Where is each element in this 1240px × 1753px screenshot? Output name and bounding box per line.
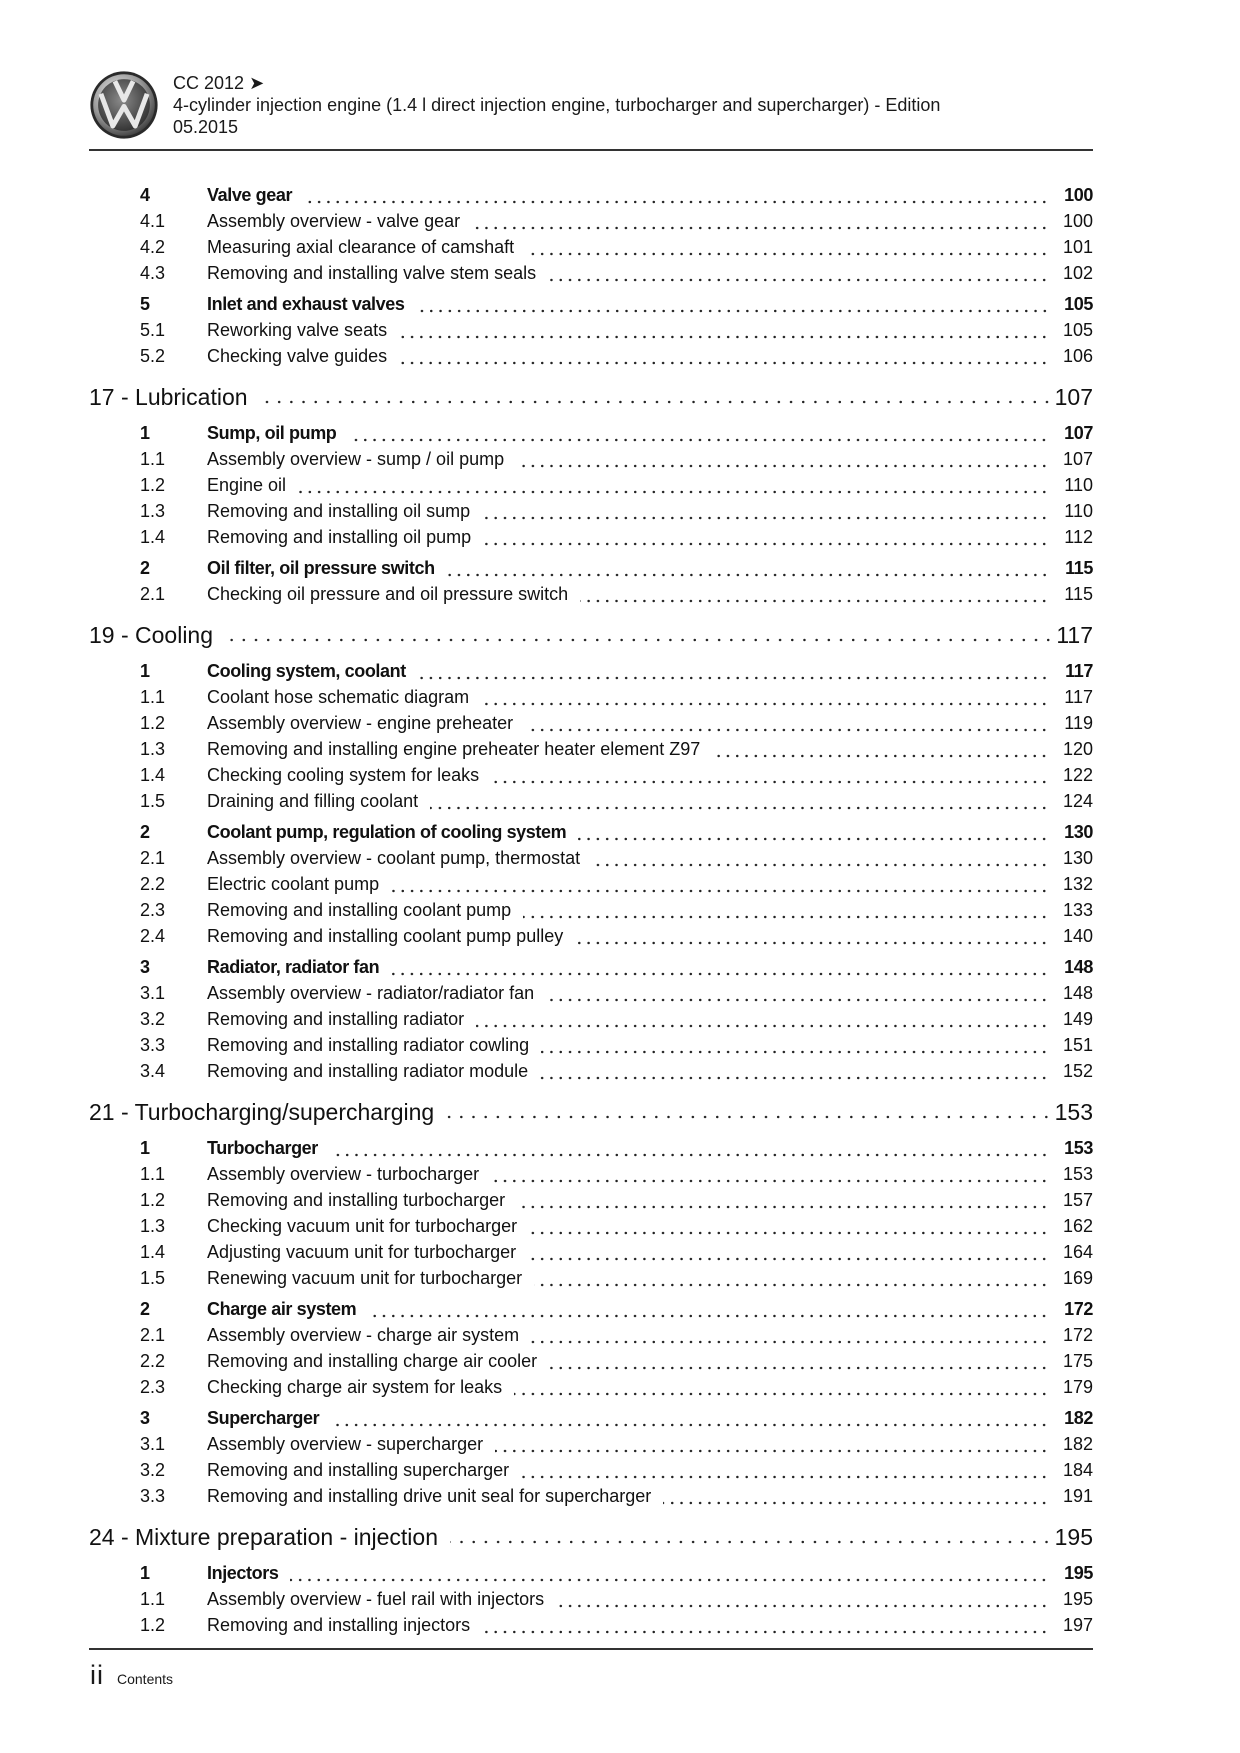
dot-leader xyxy=(368,1312,1049,1320)
toc-entry-page: 182 xyxy=(1062,1434,1093,1454)
dot-leader xyxy=(476,1022,1049,1030)
toc-entry-title: Sump, oil pump xyxy=(207,423,337,443)
toc-subsection[interactable] xyxy=(89,475,1093,501)
toc-entry-title: Removing and installing injectors xyxy=(207,1615,471,1635)
toc-entry-page: 148 xyxy=(1064,957,1093,977)
dot-leader xyxy=(529,1229,1049,1237)
toc-subsection[interactable] xyxy=(89,1061,1093,1087)
toc-entry-title: Radiator, radiator fan xyxy=(207,957,380,977)
toc-entry-number: 3.3 xyxy=(140,1486,166,1506)
toc-entry-title: Removing and installing coolant pump pulley xyxy=(207,926,564,946)
toc-entry-page: 117 xyxy=(1064,687,1093,707)
toc-entry-page: 122 xyxy=(1062,765,1093,785)
dot-leader xyxy=(472,224,1049,232)
toc-entry-title: Assembly overview - valve gear xyxy=(207,211,461,231)
toc-entry-number: 1.4 xyxy=(140,527,166,547)
toc-subsection[interactable] xyxy=(89,1216,1093,1242)
page-footer xyxy=(90,1660,173,1691)
toc-entry-title: Injectors xyxy=(207,1563,279,1583)
toc-entry-title: Assembly overview - engine preheater xyxy=(207,713,514,733)
toc-entry-number: 3.2 xyxy=(140,1009,166,1029)
toc-entry-page: 100 xyxy=(1062,211,1093,231)
toc-entry-number: 2 xyxy=(140,822,150,842)
dot-leader xyxy=(417,307,1050,315)
toc-entry-page: 110 xyxy=(1064,475,1093,495)
toc-entry-title: Removing and installing radiator cowling xyxy=(207,1035,530,1055)
toc-entry-page: 132 xyxy=(1062,874,1093,894)
toc-entry-page: 133 xyxy=(1062,900,1093,920)
toc-entry-page: 172 xyxy=(1062,1325,1093,1345)
toc-entry-number: 1.4 xyxy=(140,1242,166,1262)
toc-entry-page: 191 xyxy=(1062,1486,1093,1506)
toc-entry-number: 1.2 xyxy=(140,1615,166,1635)
toc-entry-title: Checking oil pressure and oil pressure switch xyxy=(207,584,569,604)
toc-entry-title: Coolant pump, regulation of cooling system xyxy=(207,822,567,842)
dot-leader xyxy=(531,1338,1049,1346)
toc-entry-number: 1.1 xyxy=(140,449,166,469)
dot-leader xyxy=(540,1074,1049,1082)
toc-entry-title: Removing and installing engine preheater heater element Z97 xyxy=(207,739,701,759)
toc-entry-page: 119 xyxy=(1064,713,1093,733)
toc-section[interactable] xyxy=(89,1299,1093,1325)
toc-entry-number: 3.1 xyxy=(140,1434,166,1454)
toc-entry-number: 2.3 xyxy=(140,1377,166,1397)
toc-subsection[interactable] xyxy=(89,791,1093,817)
toc-entry-title: Removing and installing valve stem seals xyxy=(207,263,537,283)
toc-entry-title: Turbocharger xyxy=(207,1138,318,1158)
arrow-icon: ➤ xyxy=(249,73,265,93)
dot-leader xyxy=(399,333,1049,341)
toc-entry-number: 5 xyxy=(140,294,150,314)
toc-section[interactable] xyxy=(89,294,1093,320)
toc-subsection[interactable] xyxy=(89,1486,1093,1512)
dot-leader xyxy=(260,398,1053,406)
toc-entry-page: 130 xyxy=(1064,822,1093,842)
document-title xyxy=(173,72,940,138)
toc-entry-number: 1.3 xyxy=(140,739,166,759)
toc-entry-page: 102 xyxy=(1062,263,1093,283)
toc-chapter[interactable] xyxy=(89,614,1093,656)
toc-entry-page: 153 xyxy=(1064,1138,1093,1158)
table-of-contents xyxy=(89,180,1093,1641)
dot-leader xyxy=(517,1203,1049,1211)
dot-leader xyxy=(450,1538,1053,1546)
toc-entry-number: 2 xyxy=(140,558,150,578)
header-divider xyxy=(89,149,1093,151)
dot-leader xyxy=(523,913,1049,921)
toc-entry-title: Renewing vacuum unit for turbocharger xyxy=(207,1268,523,1288)
toc-entry-title: Assembly overview - fuel rail with injectors xyxy=(207,1589,545,1609)
toc-entry-title: Supercharger xyxy=(207,1408,320,1428)
toc-entry-number: 4.1 xyxy=(140,211,166,231)
toc-section[interactable] xyxy=(89,558,1093,584)
dot-leader xyxy=(290,1576,1049,1584)
toc-entry-title: Valve gear xyxy=(207,185,293,205)
toc-subsection[interactable] xyxy=(89,263,1093,289)
toc-entry-page: 153 xyxy=(1054,1098,1093,1125)
toc-subsection[interactable] xyxy=(89,1268,1093,1294)
toc-entry-number: 1.2 xyxy=(140,1190,166,1210)
toc-entry-title: Removing and installing drive unit seal for supercharger xyxy=(207,1486,652,1506)
dot-leader xyxy=(225,636,1054,644)
dot-leader xyxy=(482,1628,1049,1636)
toc-section[interactable] xyxy=(89,957,1093,983)
toc-entry-title: Assembly overview - radiator/radiator fan xyxy=(207,983,535,1003)
toc-subsection[interactable] xyxy=(89,584,1093,610)
toc-section[interactable] xyxy=(89,423,1093,449)
toc-subsection[interactable] xyxy=(89,346,1093,372)
toc-subsection[interactable] xyxy=(89,1377,1093,1403)
toc-subsection[interactable] xyxy=(89,1589,1093,1615)
toc-entry-title: Oil filter, oil pressure switch xyxy=(207,558,435,578)
toc-section[interactable] xyxy=(89,185,1093,211)
page-header xyxy=(89,70,1093,150)
dot-leader xyxy=(526,250,1049,258)
toc-section[interactable] xyxy=(89,1563,1093,1589)
toc-entry-title: 19 - Cooling xyxy=(89,621,214,648)
toc-entry-page: 152 xyxy=(1062,1061,1093,1081)
toc-subsection[interactable] xyxy=(89,739,1093,765)
toc-entry-page: 124 xyxy=(1062,791,1093,811)
dot-leader xyxy=(447,571,1049,579)
toc-entry-title: Coolant hose schematic diagram xyxy=(207,687,470,707)
toc-subsection[interactable] xyxy=(89,687,1093,713)
toc-entry-number: 3.3 xyxy=(140,1035,166,1055)
toc-subsection[interactable] xyxy=(89,1242,1093,1268)
toc-entry-page: 120 xyxy=(1062,739,1093,759)
toc-entry-page: 151 xyxy=(1062,1035,1093,1055)
toc-entry-page: 169 xyxy=(1062,1268,1093,1288)
toc-subsection[interactable] xyxy=(89,1351,1093,1377)
toc-entry-title: Assembly overview - turbocharger xyxy=(207,1164,480,1184)
dot-leader xyxy=(548,276,1049,284)
toc-section[interactable] xyxy=(89,1138,1093,1164)
toc-entry-page: 105 xyxy=(1064,294,1093,314)
toc-entry-page: 107 xyxy=(1064,423,1093,443)
toc-subsection[interactable] xyxy=(89,211,1093,237)
toc-entry-number: 1.3 xyxy=(140,501,166,521)
toc-entry-page: 164 xyxy=(1062,1242,1093,1262)
dot-leader xyxy=(592,861,1049,869)
toc-entry-page: 172 xyxy=(1064,1299,1093,1319)
toc-entry-title: Assembly overview - charge air system xyxy=(207,1325,520,1345)
dot-leader xyxy=(418,674,1049,682)
toc-subsection[interactable] xyxy=(89,874,1093,900)
toc-chapter[interactable] xyxy=(89,376,1093,418)
toc-entry-title: Charge air system xyxy=(207,1299,357,1319)
page-number: ii xyxy=(90,1660,104,1690)
toc-entry-number: 3.4 xyxy=(140,1061,166,1081)
dot-leader xyxy=(521,1473,1049,1481)
toc-entry-page: 157 xyxy=(1062,1190,1093,1210)
toc-entry-number: 5.2 xyxy=(140,346,166,366)
toc-entry-title: Cooling system, coolant xyxy=(207,661,406,681)
dot-leader xyxy=(549,1364,1049,1372)
toc-entry-title: Removing and installing supercharger xyxy=(207,1460,510,1480)
toc-entry-number: 2.1 xyxy=(140,584,166,604)
toc-section[interactable] xyxy=(89,661,1093,687)
toc-entry-page: 107 xyxy=(1054,383,1093,410)
toc-entry-number: 1.3 xyxy=(140,1216,166,1236)
toc-section[interactable] xyxy=(89,822,1093,848)
toc-subsection[interactable] xyxy=(89,501,1093,527)
toc-entry-title: 24 - Mixture preparation - injection xyxy=(89,1523,438,1550)
toc-subsection[interactable] xyxy=(89,1009,1093,1035)
toc-entry-title: Checking charge air system for leaks xyxy=(207,1377,503,1397)
toc-entry-page: 105 xyxy=(1062,320,1093,340)
toc-entry-title: 17 - Lubrication xyxy=(89,383,248,410)
toc-entry-page: 100 xyxy=(1064,185,1093,205)
toc-subsection[interactable] xyxy=(89,713,1093,739)
toc-entry-page: 184 xyxy=(1062,1460,1093,1480)
dot-leader xyxy=(446,1113,1052,1121)
dot-leader xyxy=(391,887,1049,895)
toc-subsection[interactable] xyxy=(89,1164,1093,1190)
toc-entry-number: 2 xyxy=(140,1299,150,1319)
toc-subsection[interactable] xyxy=(89,1434,1093,1460)
dot-leader xyxy=(482,514,1049,522)
dot-leader xyxy=(712,752,1049,760)
toc-entry-number: 1.5 xyxy=(140,791,166,811)
toc-entry-number: 2.3 xyxy=(140,900,166,920)
toc-entry-title: Assembly overview - sump / oil pump xyxy=(207,449,505,469)
dot-leader xyxy=(556,1602,1049,1610)
toc-entry-number: 5.1 xyxy=(140,320,166,340)
toc-entry-title: Adjusting vacuum unit for turbocharger xyxy=(207,1242,517,1262)
dot-leader xyxy=(330,1151,1049,1159)
toc-entry-title: Removing and installing coolant pump xyxy=(207,900,512,920)
dot-leader xyxy=(541,1048,1049,1056)
toc-subsection[interactable] xyxy=(89,765,1093,791)
toc-entry-page: 195 xyxy=(1064,1563,1093,1583)
toc-entry-number: 4 xyxy=(140,185,150,205)
toc-entry-page: 162 xyxy=(1062,1216,1093,1236)
toc-entry-page: 110 xyxy=(1064,501,1093,521)
dot-leader xyxy=(481,700,1049,708)
dot-leader xyxy=(495,1447,1049,1455)
toc-entry-number: 1.1 xyxy=(140,1589,166,1609)
toc-entry-number: 3 xyxy=(140,1408,150,1428)
dot-leader xyxy=(534,1281,1049,1289)
toc-entry-page: 101 xyxy=(1062,237,1093,257)
toc-entry-number: 1.5 xyxy=(140,1268,166,1288)
vw-logo-icon xyxy=(89,70,159,140)
toc-subsection[interactable] xyxy=(89,449,1093,475)
toc-entry-title: Checking vacuum unit for turbocharger xyxy=(207,1216,518,1236)
toc-subsection[interactable] xyxy=(89,320,1093,346)
toc-entry-page: 117 xyxy=(1065,661,1093,681)
toc-subsection[interactable] xyxy=(89,1190,1093,1216)
dot-leader xyxy=(516,462,1049,470)
toc-entry-title: Inlet and exhaust valves xyxy=(207,294,405,314)
toc-entry-page: 197 xyxy=(1062,1615,1093,1635)
toc-entry-page: 106 xyxy=(1062,346,1093,366)
footer-divider xyxy=(89,1648,1093,1650)
dot-leader xyxy=(391,970,1049,978)
toc-entry-title: Measuring axial clearance of camshaft xyxy=(207,237,515,257)
toc-subsection[interactable] xyxy=(89,237,1093,263)
toc-subsection[interactable] xyxy=(89,983,1093,1009)
toc-entry-title: Assembly overview - coolant pump, thermostat xyxy=(207,848,581,868)
toc-entry-number: 1.2 xyxy=(140,475,166,495)
dot-leader xyxy=(575,939,1049,947)
toc-entry-number: 1.1 xyxy=(140,687,166,707)
toc-entry-number: 3.1 xyxy=(140,983,166,1003)
toc-entry-title: Removing and installing charge air cooler xyxy=(207,1351,538,1371)
toc-entry-page: 148 xyxy=(1062,983,1093,1003)
toc-entry-title: Electric coolant pump xyxy=(207,874,380,894)
toc-entry-title: Removing and installing radiator xyxy=(207,1009,465,1029)
toc-chapter[interactable] xyxy=(89,1091,1093,1133)
toc-entry-number: 1.1 xyxy=(140,1164,166,1184)
toc-entry-number: 4.2 xyxy=(140,237,166,257)
toc-entry-page: 115 xyxy=(1064,584,1093,604)
dot-leader xyxy=(525,726,1049,734)
toc-entry-number: 3.2 xyxy=(140,1460,166,1480)
dot-leader xyxy=(483,540,1049,548)
toc-entry-number: 1 xyxy=(140,1563,150,1583)
toc-entry-number: 1 xyxy=(140,661,150,681)
toc-entry-title: Removing and installing radiator module xyxy=(207,1061,529,1081)
toc-entry-title: Checking cooling system for leaks xyxy=(207,765,480,785)
toc-entry-number: 4.3 xyxy=(140,263,166,283)
model-line xyxy=(173,72,940,94)
toc-entry-title: Reworking valve seats xyxy=(207,320,388,340)
dot-leader xyxy=(331,1421,1049,1429)
toc-entry-number: 2.2 xyxy=(140,874,166,894)
dot-leader xyxy=(491,778,1049,786)
footer-label: Contents xyxy=(117,1671,174,1687)
toc-entry-page: 179 xyxy=(1062,1377,1093,1397)
toc-chapter[interactable] xyxy=(89,1516,1093,1558)
toc-entry-number: 1.2 xyxy=(140,713,166,733)
toc-subsection[interactable] xyxy=(89,848,1093,874)
toc-subsection[interactable] xyxy=(89,1325,1093,1351)
model-name: CC 2012 xyxy=(173,73,245,93)
toc-entry-page: 117 xyxy=(1056,621,1093,648)
toc-entry-page: 115 xyxy=(1065,558,1093,578)
toc-entry-page: 195 xyxy=(1054,1523,1093,1550)
toc-entry-page: 153 xyxy=(1062,1164,1093,1184)
dot-leader xyxy=(578,835,1049,843)
toc-entry-number: 2.1 xyxy=(140,1325,166,1345)
toc-section[interactable] xyxy=(89,1408,1093,1434)
toc-entry-page: 182 xyxy=(1064,1408,1093,1428)
toc-entry-title: Removing and installing oil pump xyxy=(207,527,472,547)
dot-leader xyxy=(298,488,1049,496)
toc-subsection[interactable] xyxy=(89,527,1093,553)
dot-leader xyxy=(580,597,1049,605)
toc-entry-title: Removing and installing turbocharger xyxy=(207,1190,506,1210)
toc-entry-title: Checking valve guides xyxy=(207,346,388,366)
dot-leader xyxy=(348,436,1049,444)
toc-entry-title: 21 - Turbocharging/supercharging xyxy=(89,1098,435,1125)
toc-entry-page: 140 xyxy=(1062,926,1093,946)
toc-entry-number: 1 xyxy=(140,423,150,443)
toc-entry-title: Assembly overview - supercharger xyxy=(207,1434,484,1454)
toc-entry-number: 1.4 xyxy=(140,765,166,785)
dot-leader xyxy=(304,198,1049,206)
dot-leader xyxy=(546,996,1049,1004)
toc-entry-page: 130 xyxy=(1062,848,1093,868)
toc-entry-title: Engine oil xyxy=(207,475,287,495)
dot-leader xyxy=(528,1255,1049,1263)
toc-entry-page: 112 xyxy=(1064,527,1093,547)
toc-subsection[interactable] xyxy=(89,1460,1093,1486)
toc-entry-page: 195 xyxy=(1062,1589,1093,1609)
toc-subsection[interactable] xyxy=(89,926,1093,952)
edition-date: 05.2015 xyxy=(173,117,239,137)
toc-entry-title: Draining and filling coolant xyxy=(207,791,419,811)
toc-entry-page: 175 xyxy=(1062,1351,1093,1371)
toc-entry-page: 107 xyxy=(1062,449,1093,469)
toc-entry-number: 1 xyxy=(140,1138,150,1158)
dot-leader xyxy=(399,359,1049,367)
toc-entry-number: 3 xyxy=(140,957,150,977)
dot-leader xyxy=(663,1499,1049,1507)
toc-subsection[interactable] xyxy=(89,1615,1093,1641)
toc-entry-page: 149 xyxy=(1062,1009,1093,1029)
toc-entry-number: 2.4 xyxy=(140,926,166,946)
dot-leader xyxy=(430,804,1049,812)
dot-leader xyxy=(514,1390,1049,1398)
toc-entry-number: 2.2 xyxy=(140,1351,166,1371)
engine-title: 4-cylinder injection engine (1.4 l direct injection engine, turbocharger and supercharger) - Edition xyxy=(173,95,941,115)
toc-subsection[interactable] xyxy=(89,1035,1093,1061)
dot-leader xyxy=(491,1177,1049,1185)
toc-entry-title: Removing and installing oil sump xyxy=(207,501,471,521)
toc-subsection[interactable] xyxy=(89,900,1093,926)
toc-entry-number: 2.1 xyxy=(140,848,166,868)
